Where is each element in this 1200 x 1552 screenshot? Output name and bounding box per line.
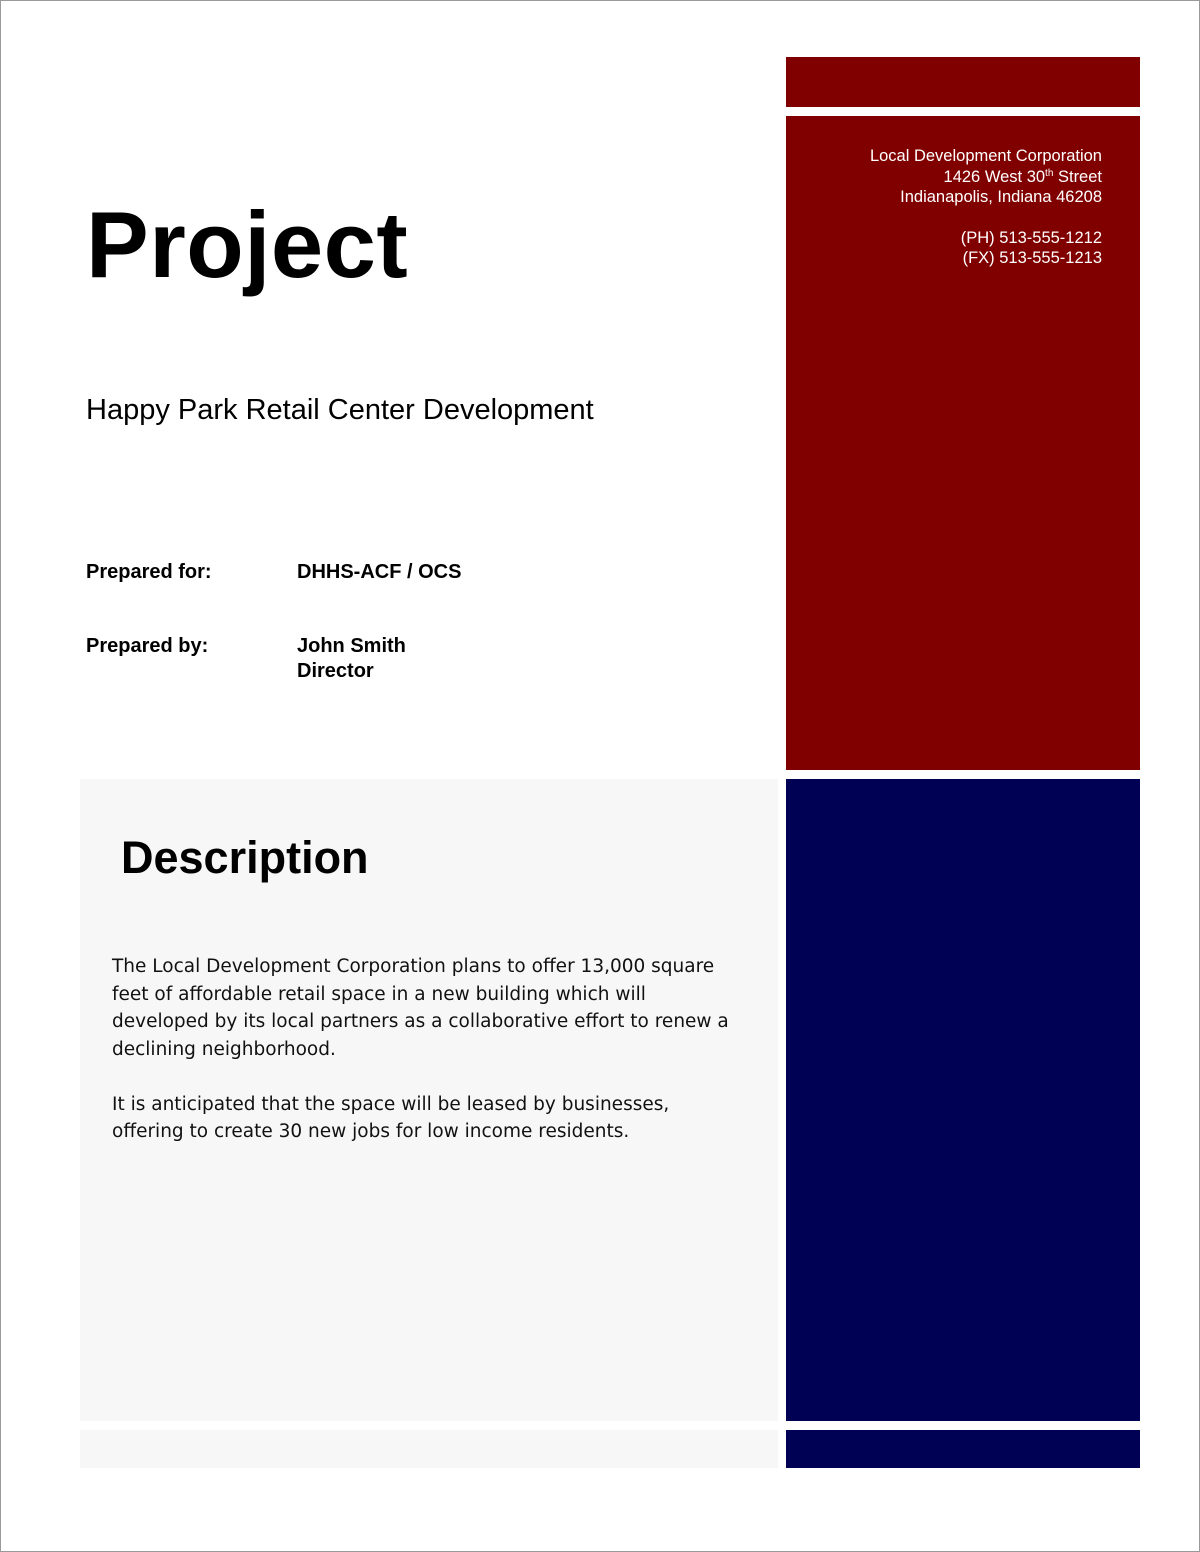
street-ordinal: th [1045, 167, 1054, 179]
street-number: 1426 West 30 [943, 167, 1046, 186]
contact-fax: (FX) 513-555-1213 [962, 249, 1102, 267]
page-title: Project [86, 192, 409, 297]
navy-footer-bar [786, 1430, 1140, 1468]
preparer-role: Director [297, 660, 374, 682]
contact-spacer [782, 208, 1102, 228]
contact-organization: Local Development Corporation [869, 147, 1102, 165]
description-body [112, 953, 742, 1173]
description-paragraph: It is anticipated that the space will be leased by businesses, offering to create 30 new jobs for low income residents. [112, 1093, 670, 1142]
street-name: Street [1053, 167, 1102, 186]
contact-city: Indianapolis, Indiana 46208 [900, 188, 1102, 206]
prepared-for-value: DHHS-ACF / OCS [297, 561, 462, 583]
grey-footer-bar [80, 1430, 778, 1468]
contact-street [782, 167, 1102, 188]
red-header-bar [786, 57, 1140, 107]
contact-phone: (PH) 513-555-1212 [960, 228, 1102, 247]
project-subtitle: Happy Park Retail Center Development [86, 394, 594, 426]
description-paragraph: The Local Development Corporation plans to offer 13,000 square feet of affordable retail space in a new building which will developed by its local partners as a collaborative effort to renew a declining neighborhood. [112, 956, 729, 1060]
description-heading: Description [121, 832, 369, 883]
preparer-name: John Smith [297, 635, 406, 657]
navy-side-panel [786, 779, 1140, 1421]
contact-block [782, 146, 1102, 269]
prepared-by-label: Prepared by: [86, 635, 209, 657]
prepared-by-value [297, 634, 406, 684]
prepared-for-label: Prepared for: [86, 561, 212, 583]
